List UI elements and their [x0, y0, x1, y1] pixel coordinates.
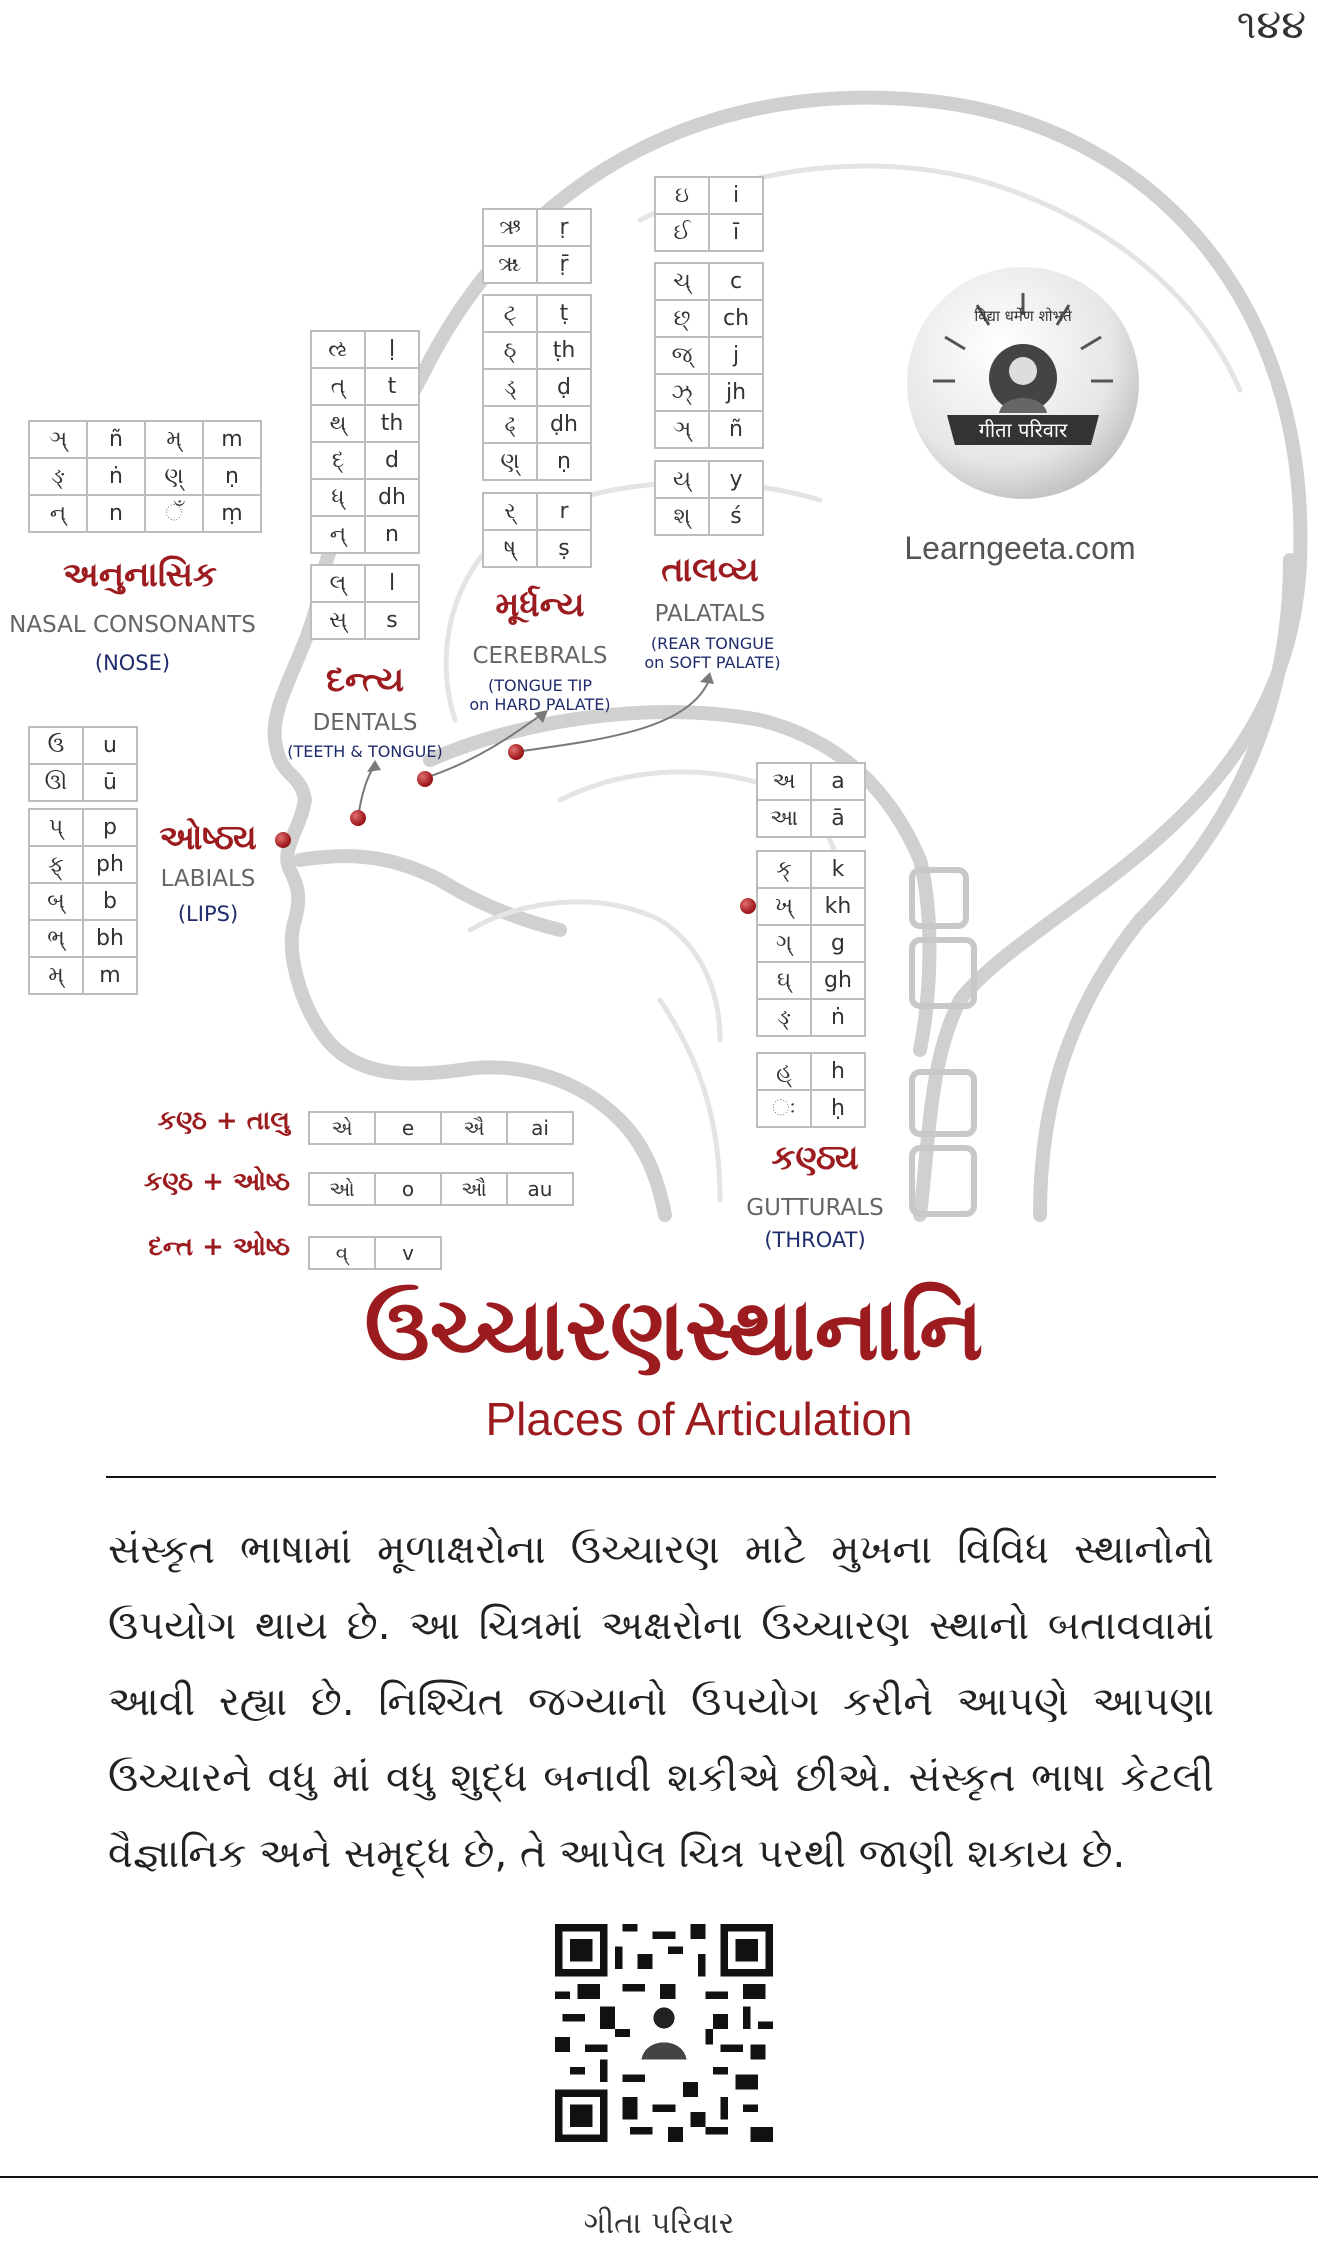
table-row	[483, 493, 591, 530]
table-cell: ḍ	[537, 369, 591, 406]
table-cell: n	[365, 516, 419, 553]
table-cell: ṅ	[811, 999, 865, 1036]
table-cell: jh	[709, 374, 763, 411]
table-cell: ṭ	[537, 295, 591, 332]
table-row	[29, 764, 137, 801]
table-cell: kh	[811, 888, 865, 925]
table-cell: લ્	[311, 565, 365, 602]
page-number: ૧૪૪	[1236, 2, 1306, 48]
table-row	[655, 498, 763, 535]
guttural-title: કણ્ઠ્ય	[771, 1138, 859, 1178]
table-cell: d	[365, 442, 419, 479]
table-cell: gh	[811, 962, 865, 999]
table-cell: ટ્	[483, 295, 537, 332]
table-row	[757, 1053, 865, 1090]
table-row	[29, 809, 137, 846]
dental-english: DENTALS	[312, 710, 418, 736]
table-cell: ṃ	[203, 495, 261, 532]
table-row	[483, 369, 591, 406]
table-row	[311, 479, 419, 516]
table-row	[309, 1112, 573, 1144]
table-row	[29, 957, 137, 994]
table-row	[29, 458, 261, 495]
table-cell: ય્	[655, 461, 709, 498]
logo-banner-text: गीता परिवार	[978, 418, 1068, 442]
combo-table-3	[308, 1236, 442, 1270]
combo-label-3: દન્ત + ઓષ્ઠ	[148, 1232, 290, 1262]
combo-label-1: કણ્ઠ + તાલુ	[157, 1106, 290, 1136]
table-cell: ઔ	[441, 1173, 507, 1205]
table-cell: ર્	[483, 493, 537, 530]
nasal-english: NASAL CONSONANTS	[9, 612, 256, 638]
footer-text: ગીતા પરિવાર	[583, 2206, 735, 2241]
table-row	[311, 602, 419, 639]
table-cell: ઙ્	[757, 999, 811, 1036]
table-cell: i	[709, 177, 763, 214]
guttural-table-2	[756, 850, 866, 1037]
table-cell: ફ્	[29, 846, 83, 883]
table-cell: ઐ	[441, 1112, 507, 1144]
table-cell: ત્	[311, 368, 365, 405]
cerebral-english: CEREBRALS	[472, 643, 608, 669]
table-cell: b	[83, 883, 137, 920]
table-row	[29, 920, 137, 957]
table-row	[757, 800, 865, 837]
table-cell: ન્	[311, 516, 365, 553]
table-cell: મ્	[145, 421, 203, 458]
table-cell: l	[365, 565, 419, 602]
table-cell: ડ્	[483, 369, 537, 406]
labial-dot	[275, 832, 291, 848]
table-cell: ઈ	[655, 214, 709, 251]
dental-title: દન્ત્ય	[325, 660, 405, 700]
table-cell: દ્	[311, 442, 365, 479]
table-row	[311, 368, 419, 405]
table-cell: ñ	[709, 411, 763, 448]
table-cell: અ	[757, 763, 811, 800]
nasal-sub: (NOSE)	[94, 651, 171, 675]
table-row	[309, 1173, 573, 1205]
table-cell: ઞ્	[655, 411, 709, 448]
table-cell: p	[83, 809, 137, 846]
nasal-title: અનુનાસિક	[62, 555, 218, 595]
table-row	[29, 846, 137, 883]
table-cell: t	[365, 368, 419, 405]
table-row	[29, 727, 137, 764]
dental-sub: (TEETH & TONGUE)	[287, 742, 443, 761]
table-cell: છ્	[655, 300, 709, 337]
palatal-sub-2: on SOFT PALATE)	[644, 653, 781, 672]
logo-motto-text: विद्या धर्मेण शोभते	[974, 307, 1072, 325]
palatal-sub-1: (REAR TONGUE	[650, 634, 775, 653]
table-cell: ḥ	[811, 1090, 865, 1127]
table-cell: ઋ	[483, 209, 537, 246]
table-cell: ઉ	[29, 727, 83, 764]
table-row	[655, 177, 763, 214]
table-cell: a	[811, 763, 865, 800]
logo-site-label: Learngeeta.com	[904, 530, 1136, 566]
table-cell: ā	[811, 800, 865, 837]
table-row	[757, 999, 865, 1036]
table-cell: બ્	[29, 883, 83, 920]
table-row	[29, 883, 137, 920]
table-cell: s	[365, 602, 419, 639]
table-row	[311, 331, 419, 368]
table-cell: મ્	[29, 957, 83, 994]
nasal-table	[28, 420, 262, 533]
table-row	[655, 374, 763, 411]
table-row	[483, 406, 591, 443]
table-cell: ṇ	[203, 458, 261, 495]
cerebral-title: મૂર્ધન્ય	[495, 585, 585, 625]
table-cell: ઁ	[145, 495, 203, 532]
table-cell: ઊ	[29, 764, 83, 801]
table-cell: u	[83, 727, 137, 764]
palatal-table-1	[654, 176, 764, 252]
cerebral-table-3	[482, 492, 592, 568]
table-cell: ક્	[757, 851, 811, 888]
table-cell: ḷ	[365, 331, 419, 368]
table-cell: dh	[365, 479, 419, 516]
table-cell: ઇ	[655, 177, 709, 214]
table-cell: ન્	[29, 495, 87, 532]
palatal-dot	[508, 744, 524, 760]
table-cell: v	[375, 1237, 441, 1269]
cerebral-sub-2: on HARD PALATE)	[469, 695, 611, 714]
table-cell: ઢ્	[483, 406, 537, 443]
table-cell: ઙ્	[29, 458, 87, 495]
palatal-table-3	[654, 460, 764, 536]
table-cell: ઓ	[309, 1173, 375, 1205]
table-row	[757, 763, 865, 800]
table-cell: ṇ	[537, 443, 591, 480]
table-row	[757, 925, 865, 962]
table-cell: જ્	[655, 337, 709, 374]
table-cell: au	[507, 1173, 573, 1205]
table-cell: ph	[83, 846, 137, 883]
guttural-english: GUTTURALS	[746, 1195, 884, 1221]
table-cell: વ્	[309, 1237, 375, 1269]
page-title: ઉચ્ચારણસ્થાનાનિ	[364, 1280, 984, 1380]
table-cell: ṝ	[537, 246, 591, 283]
table-cell: શ્	[655, 498, 709, 535]
table-row	[311, 565, 419, 602]
table-cell: o	[375, 1173, 441, 1205]
dental-dot	[350, 810, 366, 826]
cerebral-dot	[417, 771, 433, 787]
palatal-title: તાલવ્ય	[661, 550, 759, 590]
table-cell: થ્	[311, 405, 365, 442]
table-cell: ધ્	[311, 479, 365, 516]
table-row	[757, 1090, 865, 1127]
description-paragraph: સંસ્કૃત ભાષામાં મૂળાક્ષરોના ઉચ્ચારણ માટે મુખના વિવિધ સ્થાનોનો ઉપયોગ થાય છે. આ ચિત્રમાં અક્ષરોના ઉચ્ચારણ સ્થાનો બતાવવામાં આવી રહ્યા છે. નિશ્ચિત જગ્યાનો ઉપયોગ કરીને આપણે આપણા ઉચ્ચારને વધુ માં વધુ શુદ્ધ બનાવી શકીએ છીએ. સંસ્કૃત ભાષા કેટલી વૈજ્ઞાનિક અને સમૃદ્ધ છે, તે આપેલ ચિત્ર પરથી જાણી શકાય છે.	[108, 1527, 1214, 1877]
labial-sub: (LIPS)	[177, 902, 239, 926]
table-row	[483, 209, 591, 246]
table-cell: ખ્	[757, 888, 811, 925]
table-cell: ણ્	[145, 458, 203, 495]
table-cell: ṭh	[537, 332, 591, 369]
combo-label-2: કણ્ઠ + ઓષ્ઠ	[143, 1167, 290, 1197]
table-row	[655, 337, 763, 374]
table-cell: c	[709, 263, 763, 300]
table-cell: ī	[709, 214, 763, 251]
gita-parivar-logo	[903, 263, 1143, 503]
table-row	[483, 332, 591, 369]
title-divider	[106, 1476, 1216, 1478]
qr-code[interactable]	[555, 1924, 773, 2142]
table-cell: હ્	[757, 1053, 811, 1090]
page-subtitle: Places of Articulation	[485, 1393, 913, 1445]
table-cell: y	[709, 461, 763, 498]
table-cell: પ્	[29, 809, 83, 846]
table-row	[655, 461, 763, 498]
table-cell: એ	[309, 1112, 375, 1144]
table-cell: r	[537, 493, 591, 530]
table-cell: th	[365, 405, 419, 442]
guttural-sub: (THROAT)	[764, 1228, 866, 1252]
combo-table-2	[308, 1172, 574, 1206]
table-cell: ણ્	[483, 443, 537, 480]
table-row	[655, 300, 763, 337]
table-cell: k	[811, 851, 865, 888]
table-cell: ṣ	[537, 530, 591, 567]
table-cell: ૠ	[483, 246, 537, 283]
table-row	[483, 530, 591, 567]
cerebral-table-1	[482, 208, 592, 284]
table-row	[309, 1237, 441, 1269]
table-row	[311, 442, 419, 479]
cerebral-sub-1: (TONGUE TIP	[487, 676, 593, 695]
table-cell: m	[83, 957, 137, 994]
table-cell: ચ્	[655, 263, 709, 300]
table-cell: bh	[83, 920, 137, 957]
labial-table-1	[28, 726, 138, 802]
table-row	[311, 516, 419, 553]
table-cell: સ્	[311, 602, 365, 639]
dental-table-2	[310, 564, 420, 640]
table-cell: ai	[507, 1112, 573, 1144]
cerebral-table-2	[482, 294, 592, 481]
dental-table	[310, 330, 420, 554]
guttural-table-1	[756, 762, 866, 838]
table-cell: ગ્	[757, 925, 811, 962]
table-cell: e	[375, 1112, 441, 1144]
labial-title: ઓષ્ઠ્ય	[159, 818, 257, 858]
table-row	[757, 888, 865, 925]
table-row	[483, 295, 591, 332]
table-cell: આ	[757, 800, 811, 837]
table-row	[311, 405, 419, 442]
table-cell: ષ્	[483, 530, 537, 567]
table-cell: g	[811, 925, 865, 962]
table-row	[483, 246, 591, 283]
table-cell: ઞ્	[29, 421, 87, 458]
table-cell: h	[811, 1053, 865, 1090]
palatal-english: PALATALS	[654, 601, 766, 627]
table-cell: ઝ્	[655, 374, 709, 411]
palatal-table-2	[654, 262, 764, 449]
table-cell: ḍh	[537, 406, 591, 443]
table-cell: m	[203, 421, 261, 458]
table-cell: ભ્	[29, 920, 83, 957]
table-cell: ઘ્	[757, 962, 811, 999]
table-cell: ś	[709, 498, 763, 535]
combo-table-1	[308, 1111, 574, 1145]
table-cell: ñ	[87, 421, 145, 458]
table-cell: j	[709, 337, 763, 374]
table-cell: ch	[709, 300, 763, 337]
guttural-table-3	[756, 1052, 866, 1128]
table-row	[655, 214, 763, 251]
table-cell: ṛ	[537, 209, 591, 246]
table-cell: ṅ	[87, 458, 145, 495]
table-cell: ઌ	[311, 331, 365, 368]
guttural-dot	[740, 898, 756, 914]
labial-table-2	[28, 808, 138, 995]
table-cell: ઠ્	[483, 332, 537, 369]
table-row	[29, 495, 261, 532]
table-cell: ū	[83, 764, 137, 801]
footer-divider	[0, 2176, 1318, 2178]
labial-english: LABIALS	[160, 866, 256, 892]
table-cell: ઃ	[757, 1090, 811, 1127]
table-cell: n	[87, 495, 145, 532]
table-row	[483, 443, 591, 480]
table-row	[655, 263, 763, 300]
table-row	[655, 411, 763, 448]
table-row	[29, 421, 261, 458]
table-row	[757, 851, 865, 888]
table-row	[757, 962, 865, 999]
